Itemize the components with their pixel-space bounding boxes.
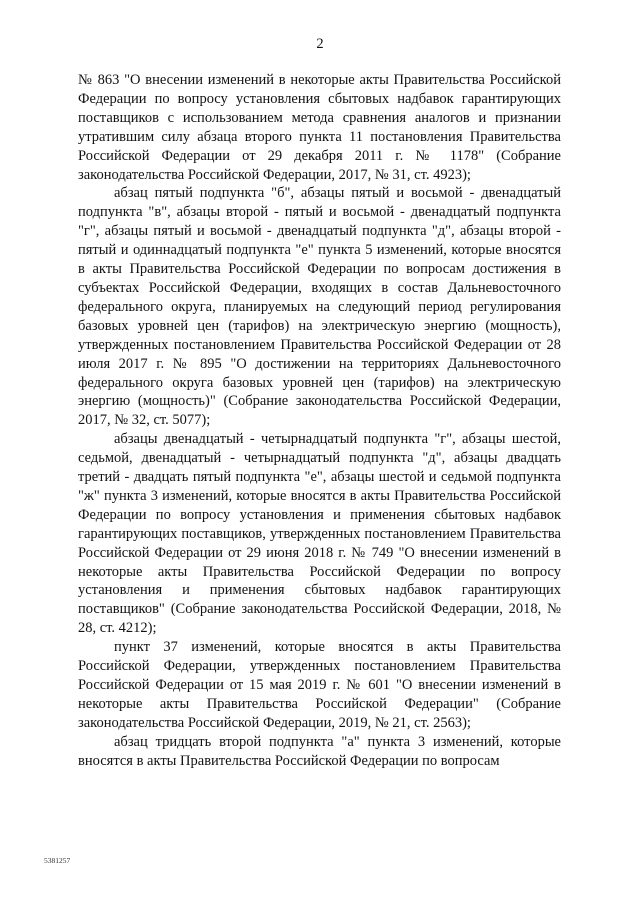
paragraph-item: абзац пятый подпункта "б", абзацы пятый и восьмой - двенадцатый подпункта "в", абзацы второй - пятый и восьмой - двенадцатый подпункта "г", абзацы пятый и восьмой - двенадцатый подпункта "д", абзацы второй - пятый и одиннадцатый подпункта "е" пункта 5 изменений, которые вносятся в акты Правительства Российской Федерации по вопросам достижения в субъектах Российской Федерации, входящих в состав Дальневосточного федерального округа, планируемых на следующий период регулирования базовых уровней цен (тарифов) на электрическую энергию (мощность), утвержденных постановлением Правительства Российской Федерации от 28 июля 2017 г. № 895 "О достижении на территориях Дальневосточного федерального округа базовых уровней цен (тарифов) на электрическую энергию (мощность)" (Собрание законодательства Российской Федерации, 2017, № 32, ст. 5077); <box>78 185 561 429</box>
document-body <box>78 71 561 771</box>
document-code: 5381257 <box>44 856 71 865</box>
paragraph-item: абзацы двенадцатый - четырнадцатый подпункта "г", абзацы шестой, седьмой, двенадцатый - четырнадцатый подпункта "д", абзацы двадцать третий - двадцать пятый подпункта "е", абзацы шестой и седьмой подпункта "ж" пункта 3 изменений, которые вносятся в акты Правительства Российской Федерации по вопросу установления и применения сбытовых надбавок гарантирующих поставщиков, утвержденных постановлением Правительства Российской Федерации от 29 июня 2018 г. № 749 "О внесении изменений в некоторые акты Правительства Российской Федерации по вопросу установления и применения сбытовых надбавок гарантирующих поставщиков" (Собрание законодательства Российской Федерации, 2018, № 28, ст. 4212); <box>78 431 561 637</box>
paragraph-continuation: № 863 "О внесении изменений в некоторые акты Правительства Российской Федерации по вопросу установления сбытовых надбавок гарантирующих поставщиков с использованием метода сравнения аналогов и признании утратившим силу абзаца второго пункта 11 постановления Правительства Российской Федерации от 29 декабря 2011 г. № 1178" (Собрание законодательства Российской Федерации, 2017, № 31, ст. 4923); <box>78 72 561 183</box>
page-number: 2 <box>316 36 324 52</box>
paragraph-item: пункт 37 изменений, которые вносятся в акты Правительства Российской Федерации, утвержденных постановлением Правительства Российской Федерации от 15 мая 2019 г. № 601 "О внесении изменений в некоторые акты Правительства Российской Федерации" (Собрание законодательства Российской Федерации, 2019, № 21, ст. 2563); <box>78 639 561 731</box>
paragraph-item: абзац тридцать второй подпункта "а" пункта 3 изменений, которые вносятся в акты Правительства Российской Федерации по вопросам <box>78 733 561 769</box>
